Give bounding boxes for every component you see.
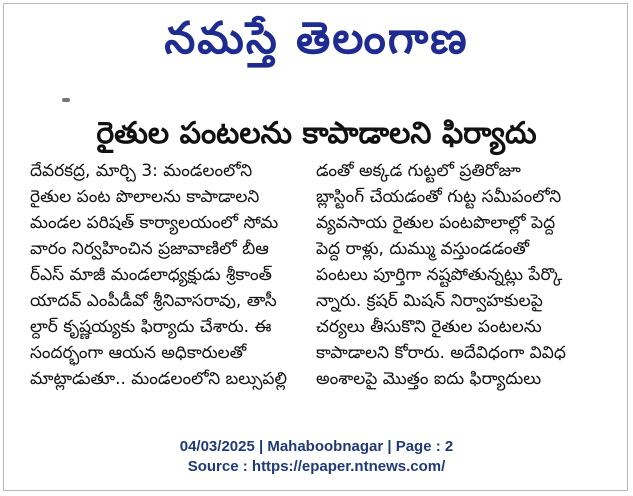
article-line: రైతుల పంట పొలాలను కాపాడాలని	[30, 187, 260, 207]
masthead-logo: నమస్తే తెలంగాణ	[164, 13, 469, 64]
article-line: ర్ఎస్ మాజీ మండలాధ్యక్షుడు శ్రీకాంత్	[30, 265, 272, 285]
article-line: దేవరకద్ర, మార్చి 3: మండలంలోని	[30, 161, 253, 181]
article-line: బ్లాస్టింగ్ చేయడంతో గుట్ట సమీపంలోని	[316, 187, 562, 207]
article-line: మండల పరిషత్ కార్యాలయంలో సోమ	[30, 213, 279, 233]
article-line: యాదవ్ ఎంపీడీవో శ్రీనివాసరావు, తాసీ	[30, 291, 277, 311]
article-line: సందర్భంగా ఆయన అధికారులతో	[30, 343, 247, 363]
article-column-left	[30, 158, 313, 412]
article-headline: రైతుల పంటలను కాపాడాలని ఫిర్యాదు	[96, 116, 537, 151]
article-line: పెద్ద రాళ్లు, దుమ్ము వస్తుండడంతో	[316, 239, 530, 259]
clipping-mark	[62, 98, 70, 102]
article-line: మాట్లాడుతూ.. మండలంలోని బల్సుపల్లి	[30, 369, 287, 389]
article-line: చర్యలు తీసుకొని రైతుల పంటలను	[316, 317, 542, 337]
article-column-right	[316, 158, 606, 412]
article-line: కాపాడాలని కోరారు. అదేవిధంగా వివిధ	[316, 343, 566, 363]
article-line: న్నారు. క్రషర్ మిషన్ నిర్వాహకులపై	[316, 291, 543, 311]
footer-source: Source : https://epaper.ntnews.com/	[187, 458, 446, 475]
article-line: వ్యవసాయ రైతుల పంటపొలాల్లో పెద్ద	[316, 213, 556, 233]
article-line: డంతో అక్కడ గుట్టలో ప్రతిరోజూ	[316, 161, 521, 181]
masthead	[0, 2, 633, 76]
footer-date-edition: 04/03/2025 | Mahaboobnagar | Page : 2	[179, 438, 454, 455]
article-line: అంశాలపై మొత్తం ఐదు ఫిర్యాదులు	[316, 369, 542, 389]
article-line: పంటలు పూర్తిగా నష్టపోతున్నట్లు పేర్కొ	[316, 265, 563, 285]
article-line: ల్దార్ కృష్ణయ్యకు ఫిర్యాదు చేశారు. ఈ	[30, 317, 272, 337]
article-line: వారం నిర్వహించిన ప్రజావాణిలో బీఆ	[30, 239, 269, 259]
